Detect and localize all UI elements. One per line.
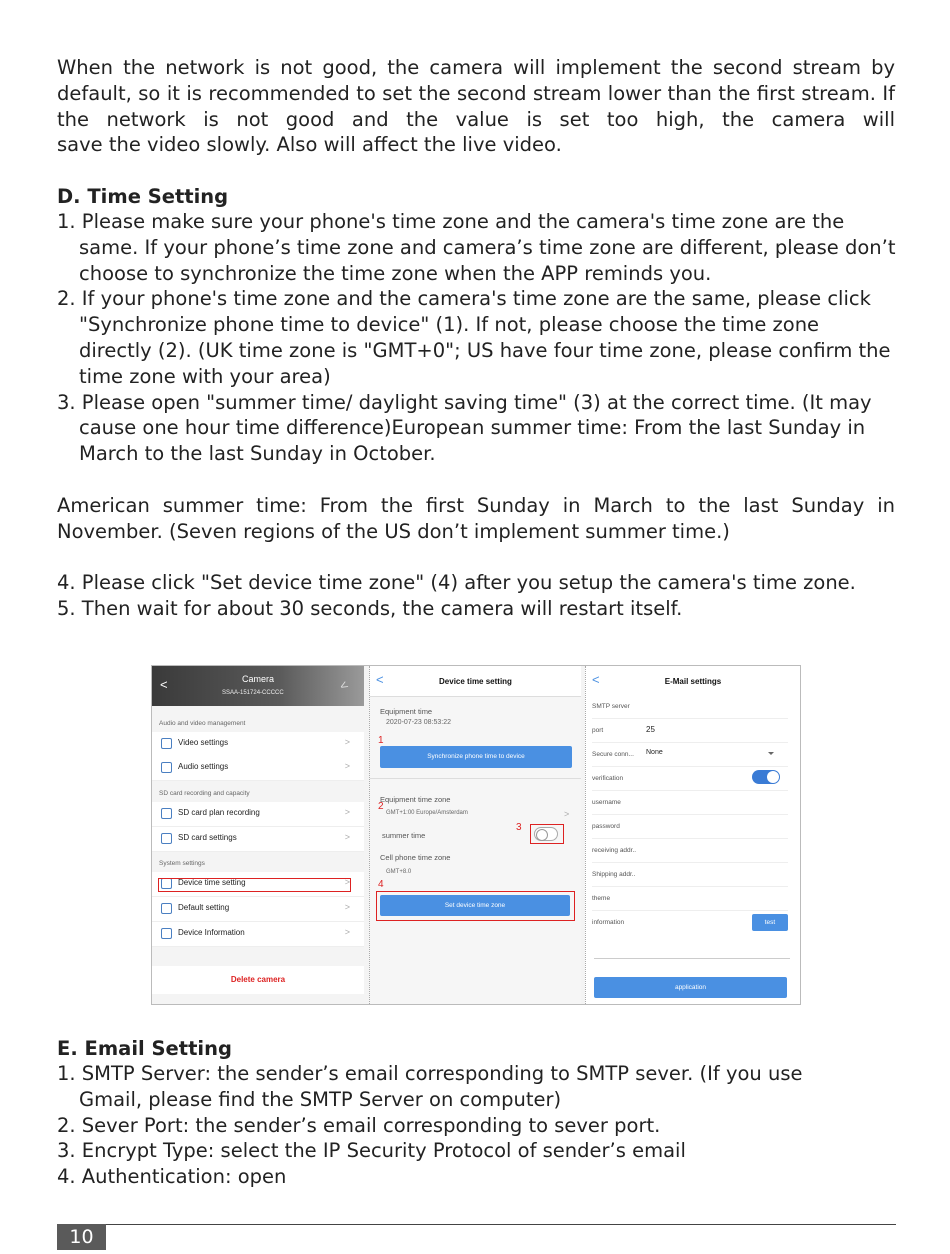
video-settings-row[interactable] xyxy=(152,732,364,757)
camera-title: Camera xyxy=(241,674,274,684)
sd-settings-row[interactable] xyxy=(152,827,364,852)
share-icon[interactable]: < xyxy=(336,677,351,694)
email-step-4: 4. Authentication: open xyxy=(57,1165,287,1189)
back-icon[interactable]: < xyxy=(592,672,600,687)
set-tz-button[interactable]: Set device time zone xyxy=(380,895,570,916)
summer-time-toggle[interactable] xyxy=(534,827,558,841)
sd-plan-label: SD card plan recording xyxy=(178,808,260,817)
port-label: port xyxy=(592,727,604,734)
email-step-2: 2. Sever Port: the sender’s email corresponding to sever port. xyxy=(57,1113,661,1137)
marker-4: 4 xyxy=(378,879,384,890)
delete-camera-button[interactable]: Delete camera xyxy=(152,966,364,994)
smtp-label: SMTP server xyxy=(592,703,630,710)
chevron-right-icon: > xyxy=(344,832,350,842)
email-settings-panel xyxy=(585,666,800,1004)
username-label: username xyxy=(592,799,621,806)
footer-rule xyxy=(106,1224,896,1225)
marker-2: 2 xyxy=(378,801,384,812)
time-step-3: 3. Please open "summer time/ daylight saving time" (3) at the correct time. (It may cause one hour time difference)European summer time: From the last Sunday in March to the last Sunday in October. xyxy=(57,390,872,466)
device-info-row[interactable] xyxy=(152,922,364,947)
intro-line-2: by default, so it is recommended to set the second stream lower than the first xyxy=(57,56,895,105)
chevron-right-icon: > xyxy=(344,761,350,771)
sd-settings-label: SD card settings xyxy=(178,833,237,842)
intro-line-4: save the video slowly. Also will affect the live video. xyxy=(57,133,562,157)
info-icon xyxy=(161,928,172,939)
sync-time-button[interactable]: Synchronize phone time to device xyxy=(380,746,572,768)
email-setting-list xyxy=(57,1061,857,1190)
chevron-right-icon: > xyxy=(564,809,570,819)
equipment-time-value: 2020-07-23 08:53:22 xyxy=(386,719,451,726)
default-icon xyxy=(161,903,172,914)
summer-time-label: summer time xyxy=(382,831,426,840)
video-settings-label: Video settings xyxy=(178,738,229,747)
secure-label: Secure conn... xyxy=(592,751,634,758)
sd-card-icon xyxy=(161,808,172,819)
device-info-label: Device Information xyxy=(178,928,245,937)
time-setting-list xyxy=(57,209,897,467)
cell-tz-label: Cell phone time zone xyxy=(380,853,451,862)
sd-settings-icon xyxy=(161,833,172,844)
email-title: E-Mail settings xyxy=(664,677,722,686)
back-icon[interactable]: < xyxy=(376,672,384,687)
theme-row[interactable] xyxy=(592,886,788,911)
time-header xyxy=(370,666,581,697)
highlight-box xyxy=(158,878,351,892)
divider xyxy=(594,958,790,959)
test-button[interactable]: test xyxy=(752,914,788,931)
email-step-3: 3. Encrypt Type: select the IP Security Protocol of sender’s email xyxy=(57,1139,686,1163)
smtp-row[interactable] xyxy=(592,694,788,719)
marker-3: 3 xyxy=(516,822,522,833)
chevron-right-icon: > xyxy=(344,927,350,937)
receiving-label: receiving addr.. xyxy=(592,847,637,854)
chevron-right-icon: > xyxy=(344,737,350,747)
time-step-5: 5. Then wait for about 30 seconds, the camera will restart itself. xyxy=(57,596,683,620)
toggle-knob xyxy=(767,771,779,783)
intro-paragraph xyxy=(57,55,895,158)
port-value: 25 xyxy=(646,725,655,734)
time-step-2: 2. If your phone's time zone and the camera's time zone are the same, please click "Synchronize phone time to device" (1). If not, please choose the time zone directly (2). (UK time zone is "GMT+0"; US have four time zone, please confirm the time zone with your area) xyxy=(57,287,891,388)
toggle-knob xyxy=(536,829,548,841)
default-setting-row[interactable] xyxy=(152,897,364,922)
american-summer-paragraph xyxy=(57,493,895,545)
caret-down-icon xyxy=(768,752,774,755)
equipment-tz-label: Equipment time zone xyxy=(380,795,451,804)
section-audio-video: Audio and video management xyxy=(159,720,246,727)
device-time-label: Device time setting xyxy=(178,878,246,887)
american-line-1: American summer time: From the first Sunday in March to the last Sunday in xyxy=(57,494,895,517)
secure-value: None xyxy=(646,749,663,756)
audio-settings-row[interactable] xyxy=(152,756,364,781)
time-step-1: 1. Please make sure your phone's time zone and the camera's time zone are the same. If your phone’s time zone and camera’s time zone are different, please don’t choose to synchronize the time zone when the APP reminds you. xyxy=(57,210,896,285)
audio-settings-label: Audio settings xyxy=(178,762,229,771)
port-row[interactable] xyxy=(592,718,788,743)
page-number: 10 xyxy=(57,1224,106,1250)
time-step-4: 4. Please click "Set device time zone" (4) after you setup the camera's time zone. xyxy=(57,571,856,594)
shipping-label: Shipping addr.. xyxy=(592,871,636,878)
equipment-time-label: Equipment time xyxy=(380,707,433,716)
chevron-right-icon: > xyxy=(344,877,350,887)
video-icon xyxy=(161,738,172,749)
cell-tz-value: GMT+8.0 xyxy=(386,869,412,875)
email-setting-heading: E. Email Setting xyxy=(57,1037,232,1060)
username-row[interactable] xyxy=(592,790,788,815)
default-setting-label: Default setting xyxy=(178,903,230,912)
back-icon[interactable]: < xyxy=(160,677,168,692)
intro-line-3: stream. If the network is not good and the value is set too high, the camera will xyxy=(57,81,895,131)
divider xyxy=(370,778,581,779)
intro-line-1: When the network is not good, the camera will implement the second stream xyxy=(57,56,861,79)
camera-header xyxy=(152,666,364,706)
app-screenshots xyxy=(151,665,801,1005)
camera-id: SSAA-151724-CCCCC xyxy=(222,690,284,696)
theme-label: theme xyxy=(592,895,611,902)
section-system: System settings xyxy=(159,860,205,867)
password-row[interactable] xyxy=(592,814,788,839)
verification-row xyxy=(592,766,788,791)
sd-plan-row[interactable] xyxy=(152,802,364,827)
audio-icon xyxy=(161,762,172,773)
device-time-panel xyxy=(369,666,581,1004)
email-header xyxy=(586,666,800,696)
camera-settings-panel xyxy=(152,666,364,1004)
secure-row[interactable] xyxy=(592,742,788,767)
information-row xyxy=(592,910,788,934)
receiving-row[interactable] xyxy=(592,838,788,863)
password-label: password xyxy=(592,823,620,830)
email-step-1: 1. SMTP Server: the sender’s email corresponding to SMTP sever. (If you use Gmail, please find the SMTP Server on computer) xyxy=(57,1062,803,1111)
information-label: information xyxy=(592,919,625,926)
verification-label: verification xyxy=(592,775,624,782)
marker-1: 1 xyxy=(378,735,384,746)
american-line-2: November. (Seven regions of the US don’t implement summer time.) xyxy=(57,519,730,543)
time-title: Device time setting xyxy=(439,677,512,686)
section-sd-card: SD card recording and capacity xyxy=(159,790,250,797)
application-button[interactable]: application xyxy=(594,977,787,998)
chevron-right-icon: > xyxy=(344,902,350,912)
shipping-row[interactable] xyxy=(592,862,788,887)
time-setting-list-2 xyxy=(57,570,897,622)
equipment-tz-value[interactable]: GMT+1:00 Europe/Amsterdam xyxy=(386,810,468,816)
chevron-right-icon: > xyxy=(344,807,350,817)
verification-toggle[interactable] xyxy=(752,770,780,784)
time-setting-heading: D. Time Setting xyxy=(57,185,229,208)
